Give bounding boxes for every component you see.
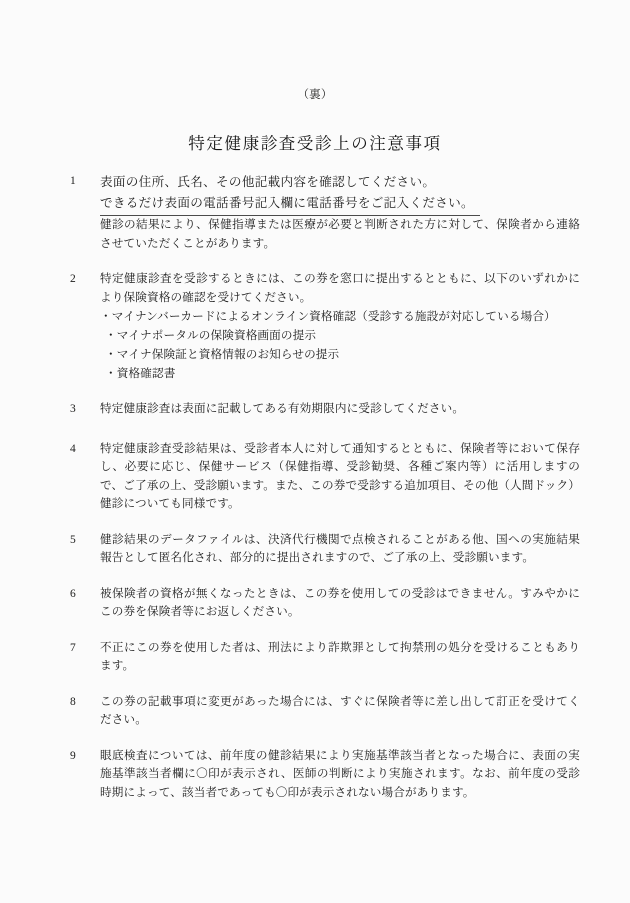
- item-9-body: 眼底検査については、前年度の健診結果により実施基準該当者となった場合に、表面の実施基準該当者欄に〇印が表示され、医師の判断により実施されます。なお、前年度の受診時期によって、該当者であっても〇印が表示されない場合があります。: [100, 748, 580, 799]
- notice-item-3: [0, 400, 630, 419]
- item-number: 3: [70, 403, 76, 415]
- item-number: 7: [70, 641, 76, 654]
- notice-list: [0, 172, 630, 802]
- notice-item-2: [0, 270, 630, 383]
- item-5-body: 健診結果のデータファイルは、決済代行機関で点検されることがある他、国への実施結果報告として匿名化され、部分的に提出されますので、ご了承の上、受診願います。: [100, 532, 580, 564]
- item-4-body: 特定健康診査受診結果は、受診者本人に対して通知するとともに、保険者等において保存し、必要に応じ、保健サービス（保健指導、受診勧奨、各種ご案内等）に活用しますので、ご了承の上、受診願います。また、この券で受診する追加項目、その他（人間ドック）健診についても同様です。: [100, 441, 580, 510]
- list-item: ・資格確認書: [105, 367, 176, 380]
- notice-item-8: [0, 693, 630, 730]
- item-8-body: この券の記載事項に変更があった場合には、すぐに保険者等に差し出して訂正を受けてください。: [100, 694, 580, 726]
- item-number: 2: [70, 273, 76, 285]
- item-6-body: 被保険者の資格が無くなったときは、この券を使用しての受診はできません。すみやかにこの券を保険者等にお返しください。: [100, 586, 580, 618]
- notice-item-9: [0, 747, 630, 803]
- item-1-underlined-line: できるだけ表面の電話番号記入欄に電話番号をご記入ください。: [100, 193, 480, 216]
- item-number: 8: [70, 695, 76, 708]
- page-side-mark: （裏）: [297, 89, 333, 101]
- notice-item-4: [0, 440, 630, 514]
- item-1-lead-line-2-wrapper: [100, 193, 580, 216]
- list-item: ・マイナ保険証と資格情報のお知らせの提示: [105, 348, 340, 361]
- page-title: 特定健康診査受診上の注意事項: [188, 134, 442, 153]
- item-number: 6: [70, 587, 76, 600]
- notice-item-1: [0, 172, 630, 253]
- item-number: 1: [70, 175, 76, 187]
- item-3-body: 特定健康診査は表面に記載してある有効期限内に受診してください。: [100, 402, 465, 415]
- list-item: ・マイナンバーカードによるオンライン資格確認（受診する施設が対応している場合）: [100, 310, 556, 323]
- item-2-bullet-list: [100, 307, 580, 383]
- item-number: 9: [70, 749, 76, 762]
- item-7-body: 不正にこの券を使用した者は、刑法により詐欺罪として拘禁刑の処分を受けることもあります。: [100, 640, 580, 672]
- item-1-body: 健診の結果により、保健指導または医療が必要と判断された方に対して、保険者から連絡させていただくことがあります。: [100, 218, 580, 250]
- list-item: ・マイナポータルの保険資格画面の提示: [105, 329, 317, 342]
- notice-item-6: [0, 585, 630, 622]
- item-1-lead-line-1: 表面の住所、氏名、その他記載内容を確認してください。: [100, 175, 436, 189]
- item-2-body: 特定健康診査を受診するときには、この券を窓口に提出するとともに、以下のいずれかにより保険資格の確認を受けてください。: [100, 272, 580, 304]
- notice-item-5: [0, 531, 630, 568]
- item-number: 5: [70, 533, 76, 546]
- item-number: 4: [70, 442, 76, 455]
- notice-item-7: [0, 639, 630, 676]
